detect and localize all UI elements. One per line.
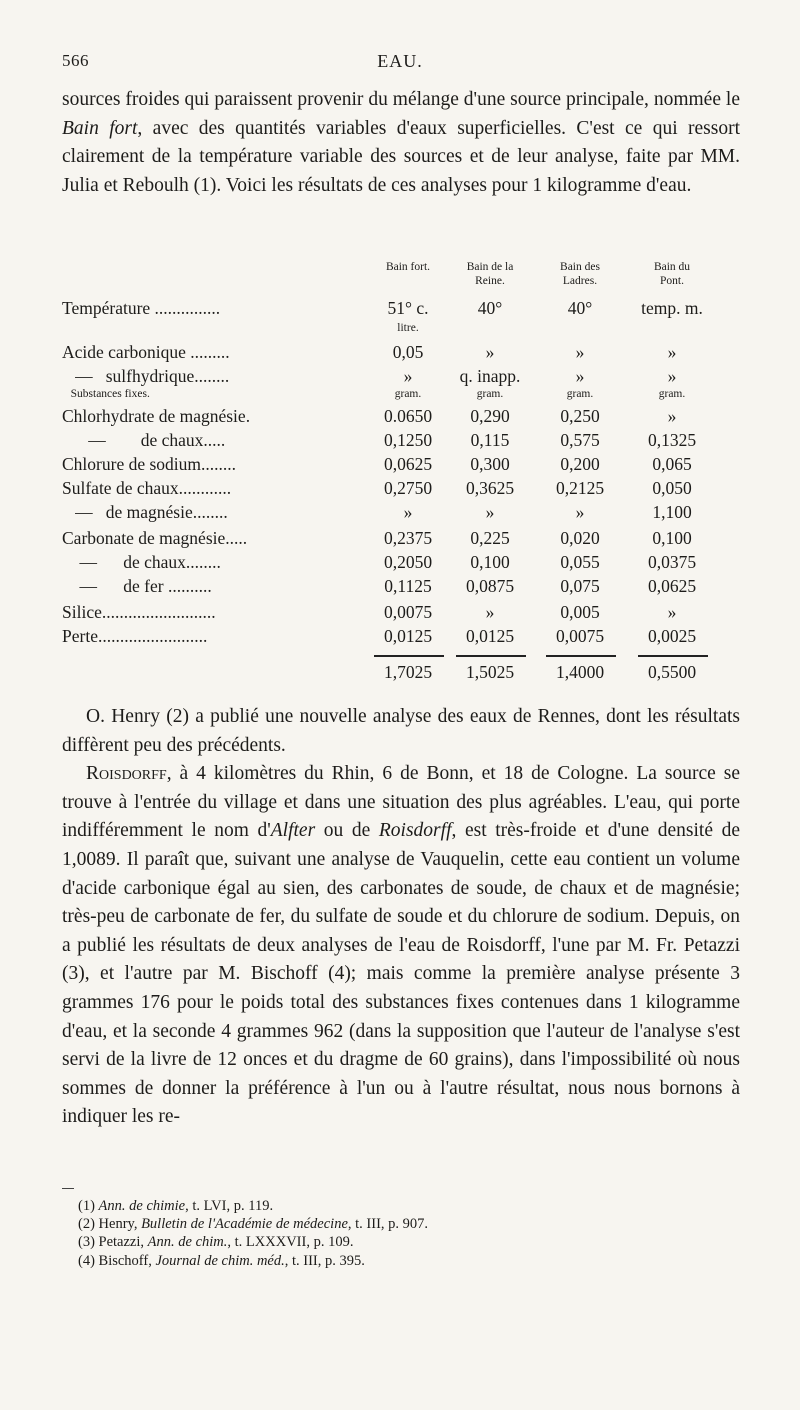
footnote-ref: , t. III, p. 395. (284, 1252, 365, 1269)
table-cell: 0,3625 (465, 478, 515, 498)
totals-row (62, 662, 742, 686)
table-cell: 0,0125 (383, 626, 433, 646)
row-label: Substances fixes. (62, 388, 150, 400)
roisdorff-text-b: ou de (315, 820, 379, 842)
column-header (446, 260, 534, 288)
table-row (62, 552, 742, 576)
roisdorff-heading: Roisdorff (86, 763, 167, 785)
footnote-source: Ann. de chim. (147, 1234, 228, 1251)
table-cell: 0,050 (652, 478, 692, 498)
footnote (78, 1233, 428, 1251)
table-cell: 0,100 (470, 552, 510, 572)
column-header-line: Ladres. (562, 275, 598, 287)
table-cell: » (575, 366, 585, 386)
column-header-line: Reine. (475, 275, 505, 287)
running-title: EAU. (377, 51, 423, 71)
table-row (62, 342, 742, 366)
table-cell: 0,2050 (383, 552, 433, 572)
intro-paragraph (62, 86, 740, 200)
column-header (628, 260, 716, 288)
row-label: — de magnésie........ (62, 502, 228, 522)
table-row (62, 430, 742, 454)
roisdorff-text-a: , à 4 kilomètres du Rhin, 6 de Bonn, et 18 de Cologne. La source se trouve à l'entrée du village et dans une situation des plus agréables. L'eau, qui porte indifféremment le nom d' (62, 763, 740, 842)
page-number: 566 (62, 51, 89, 70)
row-label: Chlorure de sodium........ (62, 454, 237, 474)
row-label: Chlorhydrate de magnésie. (62, 406, 251, 426)
row-label: — de fer .......... (62, 576, 212, 596)
sum-rule (374, 655, 444, 657)
table-cell: » (667, 342, 677, 362)
footnote (78, 1215, 428, 1233)
sum-rule (546, 655, 616, 657)
footnote-separator (62, 1188, 74, 1189)
table-cell: litre. (397, 322, 419, 334)
table-cell: » (667, 366, 677, 386)
table-cell: 0,300 (470, 454, 510, 474)
footnote-text: (3) Petazzi, (78, 1234, 148, 1251)
row-label: — de chaux..... (62, 430, 226, 450)
table-cell: » (485, 342, 495, 362)
table-cell: 0,0075 (555, 626, 605, 646)
table-cell: 0,0625 (647, 576, 697, 596)
table-cell: » (403, 366, 413, 386)
column-header-line: Bain du (653, 261, 691, 273)
footnote-ref: , t. LXXXVII, p. 109. (227, 1234, 354, 1251)
row-label: Silice.......................... (62, 602, 216, 622)
alfter-emphasis: Alfter (270, 820, 316, 842)
row-label: Perte......................... (62, 626, 208, 646)
intro-text-2: , avec des quantités variables d'eaux superficielles. C'est ce qui ressort clairement de la température variable des sources et de leur analyse, faite par MM. Julia et Reboulh (1). Voici les résultats de ces analyses pour 1 kilogramme d'eau. (62, 117, 740, 196)
footnote (78, 1197, 428, 1215)
sum-rule (456, 655, 526, 657)
footnote-ref: , t. III, p. 907. (347, 1216, 429, 1233)
column-header-line: Bain fort. (385, 261, 431, 273)
total-cell: 1,5025 (465, 662, 515, 682)
analysis-table (62, 260, 742, 695)
table-cell: 0,020 (560, 528, 600, 548)
table-cell: 0,0075 (383, 602, 433, 622)
table-cell: » (403, 502, 413, 522)
footnote-text: (1) (78, 1198, 99, 1214)
column-header (536, 260, 624, 288)
table-cell: temp. m. (641, 298, 703, 318)
column-header-line: Pont. (660, 275, 684, 287)
column-header-line: Bain de la (466, 261, 514, 273)
table-row (62, 502, 742, 526)
table-cell: » (667, 602, 677, 622)
table-cell: 0,075 (560, 576, 600, 596)
lower-text (62, 703, 740, 1132)
table-cell: 0,0875 (465, 576, 515, 596)
table-cell: 0,0625 (383, 454, 433, 474)
table-cell: 0,1325 (647, 430, 697, 450)
paragraph-roisdorff (62, 760, 740, 1132)
footnote-text: (2) Henry, (78, 1216, 142, 1233)
total-cell: 1,7025 (383, 662, 433, 682)
table-cell: 40° (567, 298, 593, 318)
table-row (62, 576, 742, 600)
table-row (62, 478, 742, 502)
roisdorff-emphasis: Roisdorff (378, 820, 452, 842)
table-cell: 0,250 (560, 406, 600, 426)
table-cell: » (575, 502, 585, 522)
table-cell: 0,065 (652, 454, 692, 474)
table-cell: 0,2125 (555, 478, 605, 498)
table-cell: 0,100 (652, 528, 692, 548)
footnotes (78, 1197, 428, 1270)
column-header (364, 260, 452, 274)
row-label: — de chaux........ (62, 552, 221, 572)
table-cell: 0,225 (470, 528, 510, 548)
table-cell: » (575, 342, 585, 362)
table-cell: 0,2750 (383, 478, 433, 498)
table-cell: gram. (394, 388, 422, 400)
row-label: — sulfhydrique........ (62, 366, 230, 386)
table-cell: 0,575 (560, 430, 600, 450)
table-cell: 0,115 (470, 430, 510, 450)
table-row (62, 528, 742, 552)
table-cell: 0,0025 (647, 626, 697, 646)
table-cell: 0,200 (560, 454, 600, 474)
table-cell: 0,055 (560, 552, 600, 572)
footnote-source: Journal de chim. méd. (155, 1252, 285, 1269)
table-row (62, 626, 742, 650)
table-row (62, 366, 742, 390)
table-cell: 0.0650 (383, 406, 433, 426)
row-label: Sulfate de chaux............ (62, 478, 232, 498)
total-cell: 1,4000 (555, 662, 605, 682)
total-cell: 0,5500 (647, 662, 697, 682)
table-cell: gram. (658, 388, 686, 400)
row-label: Température ............... (62, 298, 221, 318)
table-cell: » (485, 502, 495, 522)
row-label: Carbonate de magnésie..... (62, 528, 248, 548)
intro-emphasis: Bain fort (62, 117, 138, 139)
table-cell: 0,05 (392, 342, 424, 362)
table-cell: 0,1125 (384, 576, 432, 596)
row-label: Acide carbonique ......... (62, 342, 230, 362)
table-cell: 0,005 (560, 602, 600, 622)
table-cell: gram. (566, 388, 594, 400)
table-cell: 51° c. (387, 298, 429, 318)
table-cell: 0,0125 (465, 626, 515, 646)
table-cell: gram. (476, 388, 504, 400)
table-cell: 40° (477, 298, 503, 318)
table-cell: q. inapp. (459, 366, 521, 386)
table-cell: 0,2375 (383, 528, 433, 548)
sum-rule (638, 655, 708, 657)
table-cell: 0,290 (470, 406, 510, 426)
roisdorff-text-c: , est très-froide et d'une densité de 1,0089. Il paraît que, suivant une analyse de Vauquelin, cette eau contient un volume d'acide carbonique égal au sien, des carbonates de soude, de chaux et de magnésie; très-peu de carbonate de fer, du sulfate de soude et du chlorure de sodium. Depuis, on a publié les résultats de deux analyses de l'eau de Roisdorff, l'une par M. Fr. Petazzi (3), et l'autre par M. Bischoff (4); mais comme la première analyse présente 3 grammes 176 pour le poids total des substances fixes contenues dans 1 kilogramme d'eau, et la seconde 4 grammes 962 (dans la supposition que l'auteur de l'analyse s'est servi de la livre de 12 onces et du dragme de 60 grains), dans l'impossibilité où nous sommes de donner la préférence à l'un ou à l'autre résultat, nous nous bornons à indiquer les re- (62, 820, 740, 1128)
table-row (62, 454, 742, 478)
intro-text-1: sources froides qui paraissent provenir du mélange d'une source principale, nommée le (62, 89, 740, 110)
footnote (78, 1252, 428, 1270)
footnote-text: (4) Bischoff, (78, 1252, 156, 1269)
table-cell: 1,100 (652, 502, 692, 522)
table-row (62, 602, 742, 626)
column-header-line: Bain des (560, 261, 600, 273)
footnote-ref: , t. LVI, p. 119. (185, 1198, 274, 1214)
table-cell: » (485, 602, 495, 622)
footnote-source: Bulletin de l'Académie de médecine (141, 1216, 348, 1233)
table-cell: 0,1250 (383, 430, 433, 450)
table-row (62, 298, 742, 322)
footnote-source: Ann. de chimie (98, 1198, 186, 1214)
paragraph-henry: O. Henry (2) a publié une nouvelle analyse des eaux de Rennes, dont les résultats diffèrent peu des précédents. (62, 706, 740, 756)
table-cell: 0,0375 (647, 552, 697, 572)
table-cell: » (667, 406, 677, 426)
table-row (62, 406, 742, 430)
